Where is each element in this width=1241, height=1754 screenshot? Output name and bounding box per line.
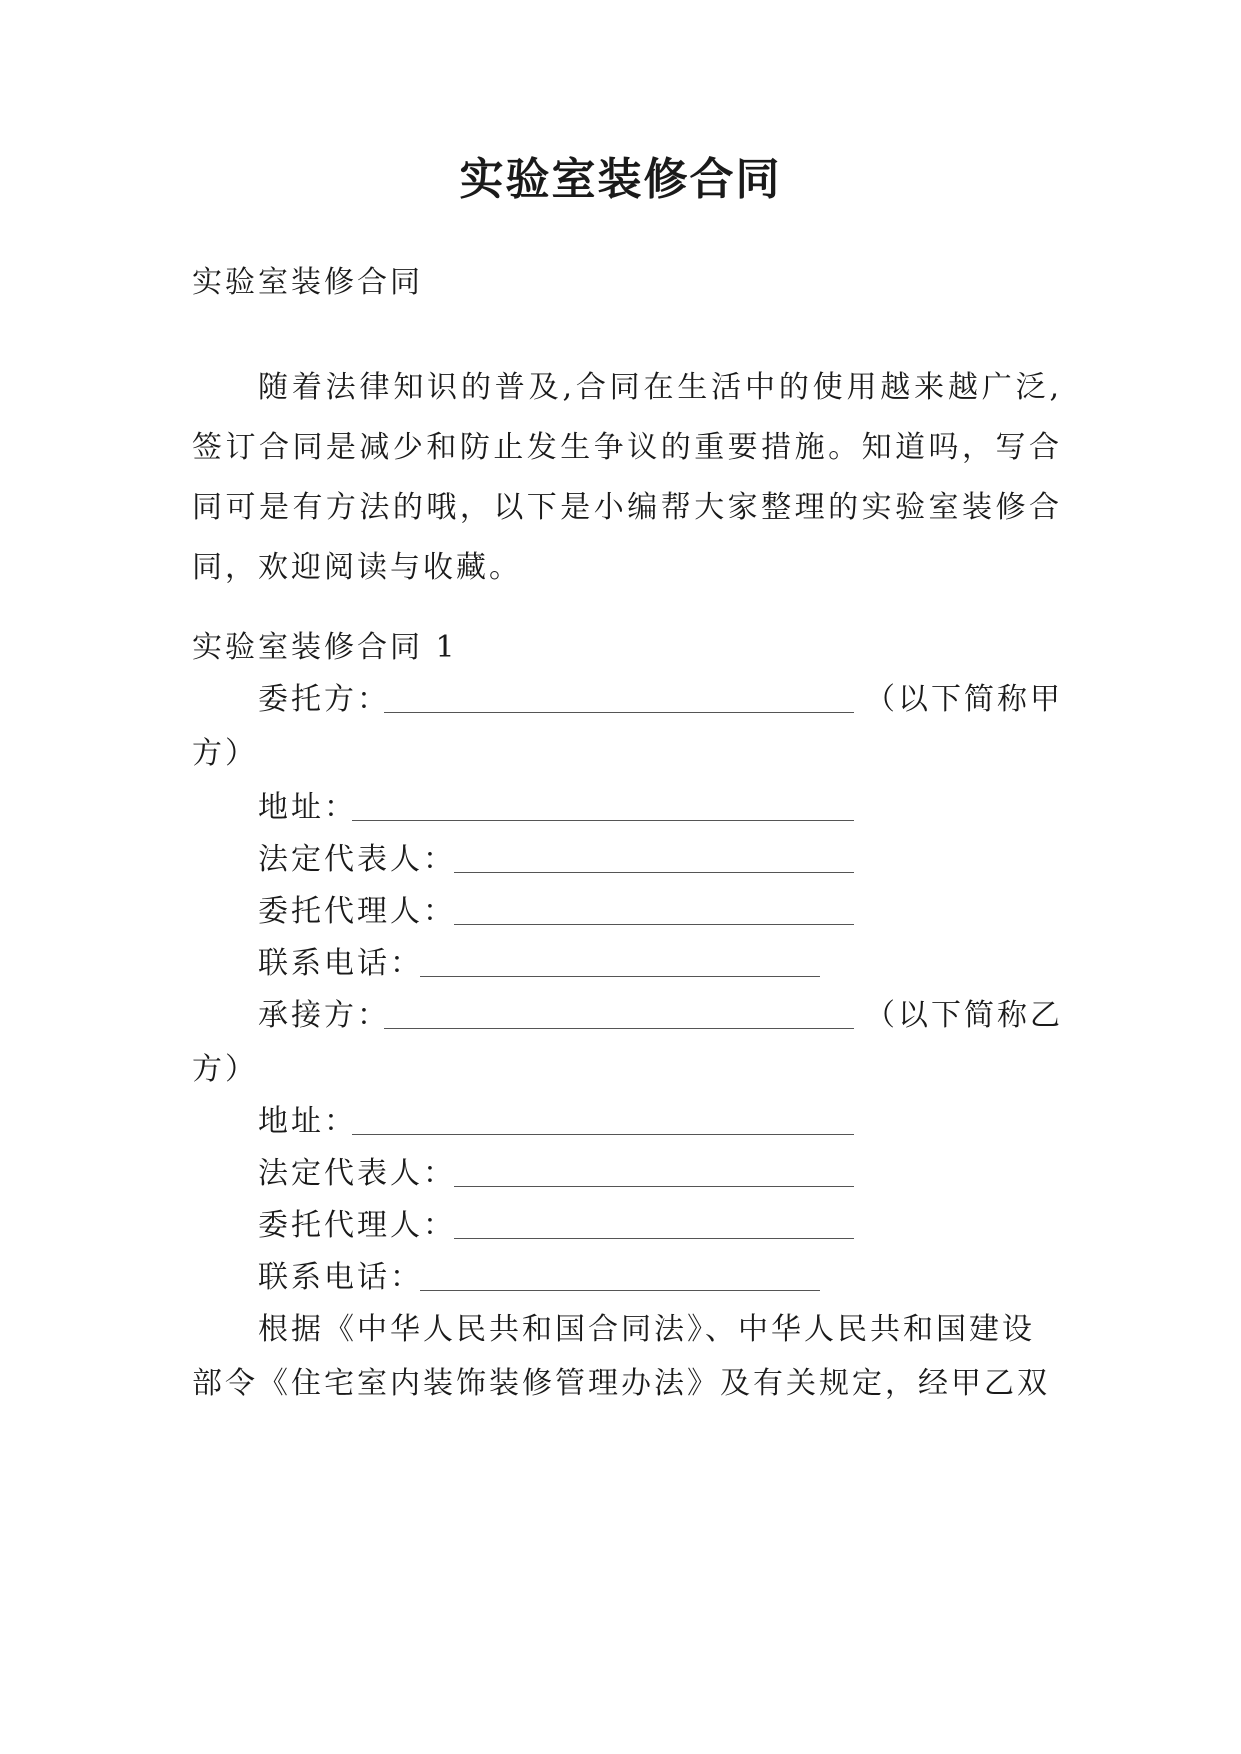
party-a-address-blank[interactable] [352, 820, 854, 821]
party-b-label: 承接方： [258, 998, 390, 1033]
party-b-address-label: 地址： [258, 1104, 357, 1139]
document-subtitle: 实验室装修合同 [192, 265, 423, 300]
party-a-suffix-cont: 方） [192, 736, 258, 771]
party-a-agent-blank[interactable] [454, 924, 854, 925]
party-a-legal-rep-label: 法定代表人： [258, 842, 456, 877]
party-a-agent-label: 委托代理人： [258, 894, 456, 929]
document-title: 实验室装修合同 [459, 154, 782, 205]
basis-line-1: 根据《中华人民共和国合同法》、中华人民共和国建设 [258, 1312, 1035, 1347]
party-a-phone-label: 联系电话： [258, 946, 423, 981]
party-b-blank[interactable] [384, 1028, 854, 1029]
party-b-agent-blank[interactable] [454, 1238, 854, 1239]
party-b-phone-blank[interactable] [420, 1290, 820, 1291]
party-b-suffix-cont: 方） [192, 1052, 258, 1087]
party-a-label: 委托方： [258, 682, 390, 717]
party-b-legal-rep-blank[interactable] [454, 1186, 854, 1187]
party-b-agent-label: 委托代理人： [258, 1208, 456, 1243]
party-b-legal-rep-label: 法定代表人： [258, 1156, 456, 1191]
basis-line-2: 部令《住宅室内装饰装修管理办法》及有关规定，经甲乙双 [192, 1366, 1050, 1401]
party-a-phone-blank[interactable] [420, 976, 820, 977]
party-a-legal-rep-blank[interactable] [454, 872, 854, 873]
party-a-blank[interactable] [384, 712, 854, 713]
party-a-suffix: （以下简称甲 [865, 682, 1063, 717]
party-b-suffix: （以下简称乙 [865, 998, 1063, 1033]
intro-paragraph: 随着法律知识的普及,合同在生活中的使用越来越广泛,签订合同是减少和防止发生争议的重要措施。知道吗，写合同可是有方法的哦，以下是小编帮大家整理的实验室装修合同，欢迎阅读与收藏。 [192, 370, 1062, 585]
party-b-phone-label: 联系电话： [258, 1260, 423, 1295]
party-b-address-blank[interactable] [352, 1134, 854, 1135]
party-a-address-label: 地址： [258, 790, 357, 825]
section-heading: 实验室装修合同 1 [192, 630, 458, 665]
